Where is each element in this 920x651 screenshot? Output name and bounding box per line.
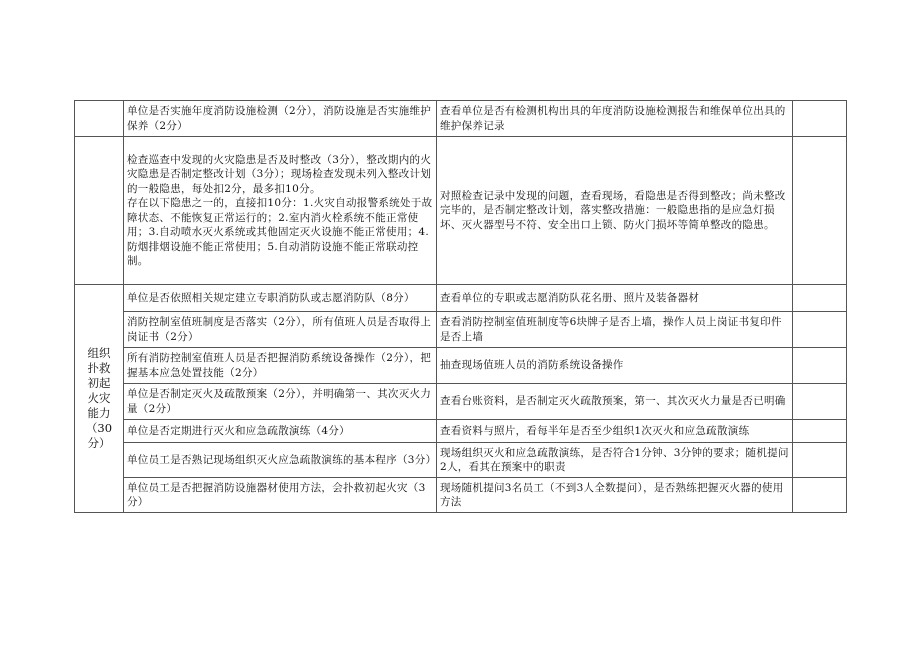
table-row (75, 285, 847, 312)
check-method-cell: 查看资料与照片，看每半年是否至少组织1次灭火和应急疏散演练 (437, 420, 793, 443)
check-method-cell: 对照检查记录中发现的问题，查看现场，看隐患是否得到整改；尚未整改完毕的，是否制定整改计划，落实整改措施：一般隐患指的是应急灯损坏、灭火器型号不符、安全出口上锁、防火门损坏等简单整改的隐患。 (437, 137, 793, 285)
table-row (75, 137, 847, 285)
check-content-cell: 单位是否制定灭火及疏散预案（2分），并明确第一、其次灭火力量（2分） (124, 384, 437, 420)
remark-cell (793, 420, 847, 443)
check-method-cell: 查看台账资料，是否制定灭火疏散预案，第一、其次灭火力量是否已明确 (437, 384, 793, 420)
table-row (75, 443, 847, 478)
content-paragraph: 存在以下隐患之一的，直接扣10分：1.火灾自动报警系统处于故障状态、不能恢复正常运行的；2.室内消火栓系统不能正常使用；3.自动喷水灭火系统或其他固定灭火设施不能正常使用；4.防烟排烟设施不能正常使用；5.自动消防设施不能正常联动控制。 (127, 197, 433, 267)
check-method-cell: 查看单位的专职或志愿消防队花名册、照片及装备器材 (437, 285, 793, 312)
check-content-cell: 单位员工是否熟记现场组织灭火应急疏散演练的基本程序（3分） (124, 443, 437, 478)
remark-cell (793, 312, 847, 348)
table-row (75, 420, 847, 443)
check-content-cell: 所有消防控制室值班人员是否把握消防系统设备操作（2分），把握基本应急处置技能（2分） (124, 348, 437, 384)
check-method-cell: 现场随机提问3名员工（不到3人全数提问），是否熟练把握灭火器的使用方法 (437, 478, 793, 513)
remark-cell (793, 285, 847, 312)
remark-cell (793, 348, 847, 384)
category-cell (75, 137, 124, 285)
inspection-table (74, 100, 847, 513)
category-cell: 组织扑救初起火灾能力（30分） (75, 285, 124, 513)
check-content-cell: 消防控制室值班制度是否落实（2分），所有值班人员是否取得上岗证书（2分） (124, 312, 437, 348)
table-row (75, 101, 847, 137)
remark-cell (793, 443, 847, 478)
table-row (75, 348, 847, 384)
check-content-cell: 单位是否依照相关规定建立专职消防队或志愿消防队（8分） (124, 285, 437, 312)
check-method-cell: 查看单位是否有检测机构出具的年度消防设施检测报告和维保单位出具的维护保养记录 (437, 101, 793, 137)
table-row (75, 478, 847, 513)
check-content-cell: 单位是否定期进行灭火和应急疏散演练（4分） (124, 420, 437, 443)
remark-cell (793, 101, 847, 137)
check-method-cell: 现场组织灭火和应急疏散演练，是否符合1分钟、3分钟的要求；随机提问2人，看其在预案中的职责 (437, 443, 793, 478)
check-content-cell: 单位员工是否把握消防设施器材使用方法，会扑救初起火灾（3分） (124, 478, 437, 513)
category-cell (75, 101, 124, 137)
inspection-table-sheet (74, 100, 847, 513)
remark-cell (793, 384, 847, 420)
table-row (75, 312, 847, 348)
check-content-cell: 单位是否实施年度消防设施检测（2分），消防设施是否实施维护保养（2分） (124, 101, 437, 137)
table-row (75, 384, 847, 420)
check-method-cell: 抽查现场值班人员的消防系统设备操作 (437, 348, 793, 384)
check-content-cell (124, 137, 437, 285)
remark-cell (793, 478, 847, 513)
check-method-cell: 查看消防控制室值班制度等6块牌子是否上墙，操作人员上岗证书复印件是否上墙 (437, 312, 793, 348)
content-paragraph: 检查巡查中发现的火灾隐患是否及时整改（3分），整改期内的火灾隐患是否制定整改计划（3分）；现场检查发现未列入整改计划的一般隐患，每处扣2分，最多扣10分。 (127, 153, 432, 195)
remark-cell (793, 137, 847, 285)
